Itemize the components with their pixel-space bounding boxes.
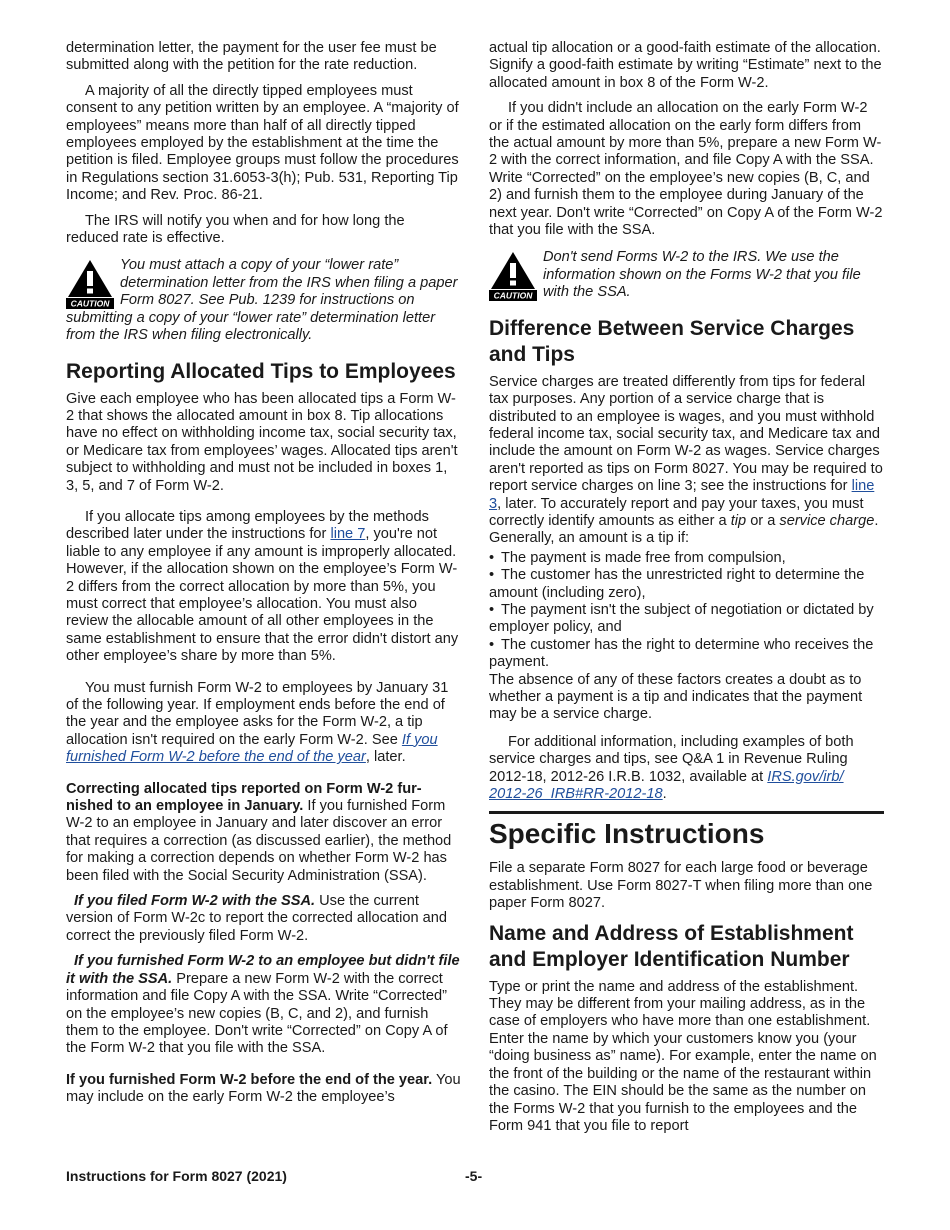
- paragraph: Correcting allocated tips reported on Form W-2 fur- nished to an employee in January. If you furnished Form W-2 to an employee in January and later discover an error that requires a correction (as discussed earlier), the method for making a correction depends on whether Form W-2 has been filed with the Social Security Administration (SSA).: [66, 780, 452, 884]
- heading-difference-service-charges: Difference Between Service Charges and Tips: [489, 316, 855, 366]
- paragraph: You must furnish Form W-2 to employees by January 31 of the following year. If employment ends before the end of the year and the employee asks for the Form W-2, a tip allocation isn't required on the early Form W-2. See If you furnished Form W-2 before the end of the year, later.: [66, 679, 449, 766]
- paragraph: determination letter, the payment for the user fee must be submitted along with the petition for the rate reduction.: [66, 40, 437, 74]
- paragraph: File a separate Form 8027 for each large food or beverage establishment. Use Form 8027-T when filing more than one paper Form 8027.: [489, 860, 873, 912]
- line-3-link[interactable]: line 3: [489, 478, 875, 512]
- paragraph: The absence of any of these factors creates a doubt as to whether a payment is a tip and indicates that the payment may be a service charge.: [489, 671, 863, 723]
- left-column: [66, 40, 461, 1115]
- page-number: -5-: [465, 1168, 483, 1184]
- paragraph: If you allocate tips among employees by the methods described later under the instructions for line 7, you're not liable to any employee if any amount is improperly allocated. However, if the allocation shown on the employee’s Form W-2 differs from the correct allocation by more than 5%, you must correct that employee’s allocation. You must also review the allocable amount of all other employees in the same establishment to ensure that the error didn't distort any other employee’s share by more than 5%.: [66, 508, 459, 665]
- run-in-heading: If you furnished Form W-2 before the end of the year.: [66, 1071, 433, 1088]
- list-item: • The customer has the right to determine who receives the payment.: [489, 636, 874, 671]
- irs-gov-irb-link[interactable]: IRS.gov/irb/ 2012-26_IRB#RR-2012-18: [489, 768, 844, 803]
- right-column: [489, 40, 884, 1143]
- caution-text: You must attach a copy of your “lower rate” determination letter from the IRS when filing a paper Form 8027. See Pub. 1239 for instructions on submitting a copy of your “lower rate” determination letter from the IRS when filing electronically.: [66, 257, 458, 344]
- paragraph: If you furnished Form W-2 to an employee but didn't file it with the SSA. Prepare a new Form W-2 with the correct information and file Copy A with the SSA. Write “Corrected” on the employee’s new copies (B, C, and 2), and furnish them to the employee. Don't write “Corrected” on Copy A of the Form W-2 that you file with the SSA.: [66, 953, 460, 1057]
- paragraph: Type or print the name and address of the establishment. They may be different from your mailing address, as in the case of employers who have more than one establishment. Enter the name by which your customers know you (your “doing business as” name). For example, enter the name on the front of the building or the name of the restaurant within the casino. The EIN should be the same as the number on the Forms W-2 that you furnish to the employees and the Form 941 that you file to report: [489, 978, 877, 1134]
- caution-label: CAUTION: [70, 298, 110, 309]
- bullet-icon: •: [489, 636, 495, 653]
- heading-specific-instructions: Specific Instructions: [489, 811, 884, 850]
- paragraph: actual tip allocation or a good-faith estimate of the allocation. Signify a good-faith estimate by writing “Estimate” next to the allocated amount in box 8 of the Form W-2.: [489, 40, 882, 91]
- run-in-heading: If you filed Form W-2 with the SSA.: [74, 893, 316, 910]
- list-item: • The payment isn't the subject of negotiation or dictated by employer policy, and: [489, 601, 874, 636]
- footer-form-title: Instructions for Form 8027 (2021): [66, 1168, 287, 1184]
- paragraph: Service charges are treated differently from tips for federal tax purposes. Any portion of a service charge that is distributed to an employee is wages, and you must withhold federal income tax, social security tax, and Medicare tax and include the amount on Form W-2 as wages. Service charges aren't reported as tips on Form 8027. You may be required to report service charges on line 3; see the instructions for line 3, later. To accurately report and pay your taxes, you must correctly identify amounts as either a tip or a service charge. Generally, an amount is a tip if:: [489, 373, 883, 547]
- caution-icon: [489, 251, 537, 301]
- tip-criteria-list: [489, 550, 884, 672]
- caution-icon: [66, 259, 114, 309]
- caution-note: [66, 257, 461, 344]
- furnished-w2-link[interactable]: If you furnished Form W-2 before the end of the year: [66, 731, 438, 766]
- heading-name-and-address: Name and Address of Establishment and Employer Identification Number: [489, 921, 854, 971]
- paragraph: If you filed Form W-2 with the SSA. Use the current version of Form W-2c to report the corrected allocation and correct the previously filed Form W-2.: [66, 893, 447, 944]
- caution-note: [489, 249, 884, 301]
- caution-label: CAUTION: [493, 290, 533, 301]
- bullet-icon: •: [489, 567, 495, 584]
- run-in-heading: If you furnished Form W-2 to an employee but didn't file it with the SSA.: [66, 953, 460, 987]
- line-7-link[interactable]: line 7: [330, 526, 366, 543]
- paragraph: The IRS will notify you when and for how long the reduced rate is effective.: [66, 212, 405, 247]
- caution-text: Don't send Forms W-2 to the IRS. We use the information shown on the Forms W-2 that you file with the SSA.: [543, 249, 861, 301]
- paragraph: If you furnished Form W-2 before the end of the year. You may include on the early Form W-2 the employee’s: [66, 1071, 461, 1106]
- paragraph: For additional information, including examples of both service charges and tips, see Q&A 1 in Revenue Ruling 2012-18, 2012-26 I.R.B. 1032, available at IRS.gov/irb/ 2012-26_IRB#RR-2012-18.: [489, 733, 854, 803]
- heading-reporting-allocated-tips: Reporting Allocated Tips to Employees: [66, 359, 456, 383]
- list-item: • The payment is made free from compulsion,: [489, 549, 786, 566]
- bullet-icon: •: [489, 601, 495, 618]
- bullet-icon: •: [489, 549, 495, 566]
- paragraph: Give each employee who has been allocated tips a Form W-2 that shows the allocated amount in box 8. Tip allocations have no effect on withholding income tax, social security tax, or Medicare tax from employees’ wages. Allocated tips aren't subject to withholding and must not be included in boxes 1, 3, 5, and 7 of Form W-2.: [66, 390, 458, 494]
- run-in-heading: Correcting allocated tips reported on Form W-2 fur- nished to an employee in January.: [66, 780, 422, 815]
- paragraph: If you didn't include an allocation on the early Form W-2 or if the estimated allocation on the early form differs from the actual amount by more than 5%, prepare a new Form W-2 with the correct information, and file Copy A with the SSA. Write “Corrected” on the employee’s new copies (B, C, and 2) and furnish them to the employee during January of the next year. Don't write “Corrected” on Copy A of the Form W-2 that you file with the SSA.: [489, 100, 883, 239]
- list-item: • The customer has the unrestricted right to determine the amount (including zero),: [489, 567, 865, 601]
- paragraph: A majority of all the directly tipped employees must consent to any petition written by an employee. A “majority of employees” means more than half of all directly tipped employees employed by the establishment at the time the petition is filed. Employee groups must follow the procedures in Regulations section 31.6053-3(h); Pub. 531, Reporting Tip Income; and Rev. Proc. 86-21.: [66, 82, 459, 204]
